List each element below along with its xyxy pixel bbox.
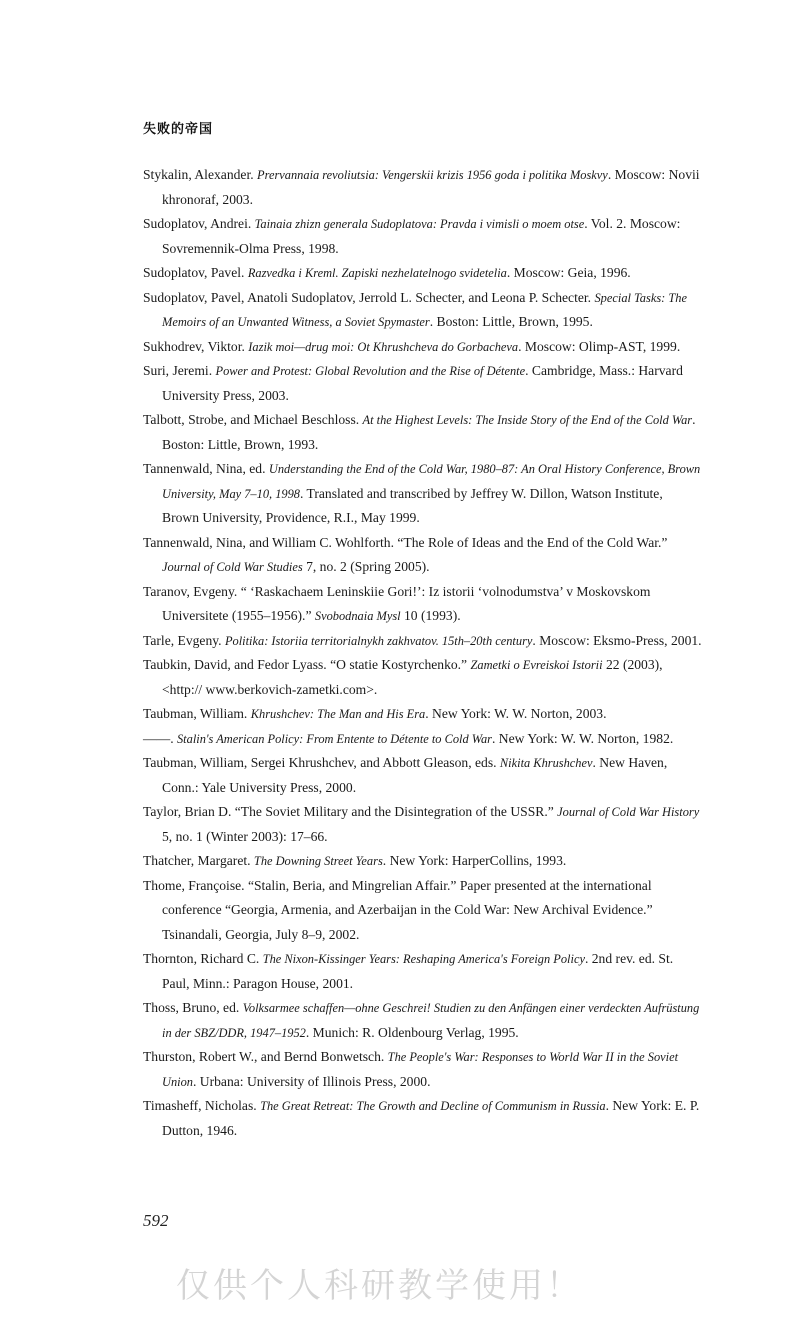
entry-post: . Translated and transcribed by Jeffrey W. Dillon, Watson Institute, Brown University, Providence, R.I., May 1999. xyxy=(162,485,663,525)
entry-pre: ——. xyxy=(143,730,177,746)
bibliography-entry xyxy=(143,212,703,261)
bibliography-entry xyxy=(143,653,703,702)
entry-post: . New York: HarperCollins, 1993. xyxy=(382,853,567,868)
entry-post: . Vol. 2. Moscow: Sovremennik-Olma Press, 1998. xyxy=(162,216,681,256)
entry-pre: Tarle, Evgeny. xyxy=(143,632,225,648)
bibliography-entry xyxy=(143,531,703,580)
bibliography-entry xyxy=(143,751,703,800)
entry-title: Svobodnaia Mysl xyxy=(314,609,401,623)
entry-post: . Moscow: Novii khronoraf, 2003. xyxy=(162,167,700,207)
entry-post: . Boston: Little, Brown, 1995. xyxy=(429,314,593,329)
entry-pre: Taranov, Evgeny. “ ‘Raskachaem Leninskiie Gori!’: Iz istorii ‘volnodumstva’ v Moskovskom Universitete (1955–1956).” xyxy=(143,583,651,623)
entry-title: Khrushchev: The Man and His Era xyxy=(250,707,426,721)
entry-pre: Tannenwald, Nina, ed. xyxy=(143,461,269,476)
entry-title: Prervannaia revoliutsia: Vengerskii krizis 1956 goda i politika Moskvy xyxy=(257,168,608,182)
entry-title: Stalin's American Policy: From Entente to Détente to Cold War xyxy=(176,731,492,746)
entry-post: . Boston: Little, Brown, 1993. xyxy=(162,412,696,452)
entry-title: Power and Protest: Global Revolution and the Rise of Détente xyxy=(215,364,526,378)
entry-pre: Suri, Jeremi. xyxy=(143,363,216,378)
entry-title: Nikita Khrushchev xyxy=(499,756,593,770)
bibliography-entry xyxy=(143,849,703,874)
entry-post: . New York: E. P. Dutton, 1946. xyxy=(162,1098,700,1138)
entry-pre: Talbott, Strobe, and Michael Beschloss. xyxy=(143,412,363,427)
entry-title: The Nixon-Kissinger Years: Reshaping America's Foreign Policy xyxy=(262,952,585,966)
bibliography-entry xyxy=(143,727,703,752)
entry-post: 10 (1993). xyxy=(400,608,461,623)
bibliography-entry xyxy=(143,580,703,629)
bibliography-entry xyxy=(143,1045,703,1094)
bibliography-entry xyxy=(143,629,703,654)
entry-pre: Timasheff, Nicholas. xyxy=(143,1098,261,1113)
entry-post: . Urbana: University of Illinois Press, 2000. xyxy=(192,1073,431,1089)
entry-pre: Sudoplatov, Pavel, Anatoli Sudoplatov, Jerrold L. Schecter, and Leona P. Schecter. xyxy=(143,289,595,305)
entry-title: Tainaia zhizn generala Sudoplatova: Pravda i vimisli o moem otse xyxy=(254,217,585,231)
entry-post: . Moscow: Olimp-AST, 1999. xyxy=(518,338,681,354)
entry-pre: Thurston, Robert W., and Bernd Bonwetsch. xyxy=(143,1049,388,1064)
entry-post: . Cambridge, Mass.: Harvard University Press, 2003. xyxy=(162,363,683,403)
bibliography-entry xyxy=(143,1094,703,1143)
bibliography-entry xyxy=(143,261,703,286)
bibliography-entry xyxy=(143,408,703,457)
bibliography-entry xyxy=(143,702,703,727)
bibliography-entry xyxy=(143,874,703,948)
entry-title: Volksarmee schaffen—ohne Geschrei! Studien zu den Anfängen einer verdeckten Aufrüstung in der SBZ/DDR, 1947–1952 xyxy=(162,1001,700,1040)
entry-post: . Moscow: Geia, 1996. xyxy=(506,265,631,280)
entry-pre: Taubman, William, Sergei Khrushchev, and Abbott Gleason, eds. xyxy=(143,755,500,770)
bibliography-entry xyxy=(143,335,703,360)
entry-post: . New York: W. W. Norton, 1982. xyxy=(492,730,674,746)
entry-title: Iazik moi—drug moi: Ot Khrushcheva do Gorbacheva xyxy=(248,339,519,354)
entry-pre: Sudoplatov, Pavel. xyxy=(143,265,248,280)
bibliography-entry xyxy=(143,457,703,531)
entry-title: Zametki o Evreiskoi Istorii xyxy=(470,658,603,672)
entry-title: Razvedka i Kreml. Zapiski nezhelatelnogo svidetelia xyxy=(247,266,507,280)
bibliography-entry xyxy=(143,996,703,1045)
entry-title: The Downing Street Years xyxy=(253,854,383,868)
entry-pre: Thoss, Bruno, ed. xyxy=(143,1000,243,1015)
entry-title: Special Tasks: The Memoirs of an Unwanted Witness, a Soviet Spymaster xyxy=(162,290,687,329)
bibliography-entry xyxy=(143,800,703,849)
entry-post: . New York: W. W. Norton, 2003. xyxy=(425,706,607,721)
entry-title: Understanding the End of the Cold War, 1980–87: An Oral History Conference, Brown University, May 7–10, 1998 xyxy=(162,462,701,501)
entry-pre: Taubman, William. xyxy=(143,706,251,721)
bibliography-entry xyxy=(143,163,703,212)
entry-title: Journal of Cold War History xyxy=(557,805,700,819)
entry-pre: Sukhodrev, Viktor. xyxy=(143,338,249,354)
entry-pre: Taubkin, David, and Fedor Lyass. “O statie Kostyrchenko.” xyxy=(143,657,471,672)
entry-post: 22 (2003), <http:// www.berkovich-zametki.com>. xyxy=(162,657,663,697)
entry-title: The Great Retreat: The Growth and Decline of Communism in Russia xyxy=(260,1099,606,1113)
entry-pre: Tannenwald, Nina, and William C. Wohlforth. “The Role of Ideas and the End of the Cold War.” xyxy=(143,534,668,550)
entry-post: . Munich: R. Oldenbourg Verlag, 1995. xyxy=(305,1024,519,1040)
entry-title: At the Highest Levels: The Inside Story of the End of the Cold War xyxy=(362,413,693,427)
watermark: 仅供个人科研教学使用！ xyxy=(176,1266,583,1306)
entry-pre: Thatcher, Margaret. xyxy=(143,853,254,868)
entry-post: 5, no. 1 (Winter 2003): 17–66. xyxy=(162,828,328,844)
entry-title: Politika: Istoriia territorialnykh zakhvatov. 15th–20th century xyxy=(224,633,533,648)
running-head: 失败的帝国 xyxy=(143,122,214,137)
entry-pre: Stykalin, Alexander. xyxy=(143,167,258,182)
bibliography-entry xyxy=(143,947,703,996)
entry-title: Journal of Cold War Studies xyxy=(162,560,303,574)
entry-pre: Thome, Françoise. “Stalin, Beria, and Mingrelian Affair.” Paper presented at the international conference “Georgia, Armenia, and Azerbaijan in the Cold War: New Archival Evidence.” Tsinandali, Georgia, July 8–9, 2002. xyxy=(143,877,653,942)
entry-title: The People's War: Responses to World War II in the Soviet Union xyxy=(162,1050,679,1089)
bibliography-entry xyxy=(143,359,703,408)
entry-pre: Sudoplatov, Andrei. xyxy=(143,216,255,231)
entry-post: 7, no. 2 (Spring 2005). xyxy=(302,559,430,574)
entry-post: . New Haven, Conn.: Yale University Press, 2000. xyxy=(162,755,668,795)
page-number: 592 xyxy=(143,1211,169,1230)
entry-post: . Moscow: Eksmo-Press, 2001. xyxy=(532,632,702,648)
entry-post: . 2nd rev. ed. St. Paul, Minn.: Paragon House, 2001. xyxy=(162,951,674,991)
entry-pre: Thornton, Richard C. xyxy=(143,951,263,966)
entry-pre: Taylor, Brian D. “The Soviet Military and the Disintegration of the USSR.” xyxy=(143,804,558,819)
bibliography-entry xyxy=(143,286,703,335)
bibliography-list xyxy=(143,163,703,1143)
